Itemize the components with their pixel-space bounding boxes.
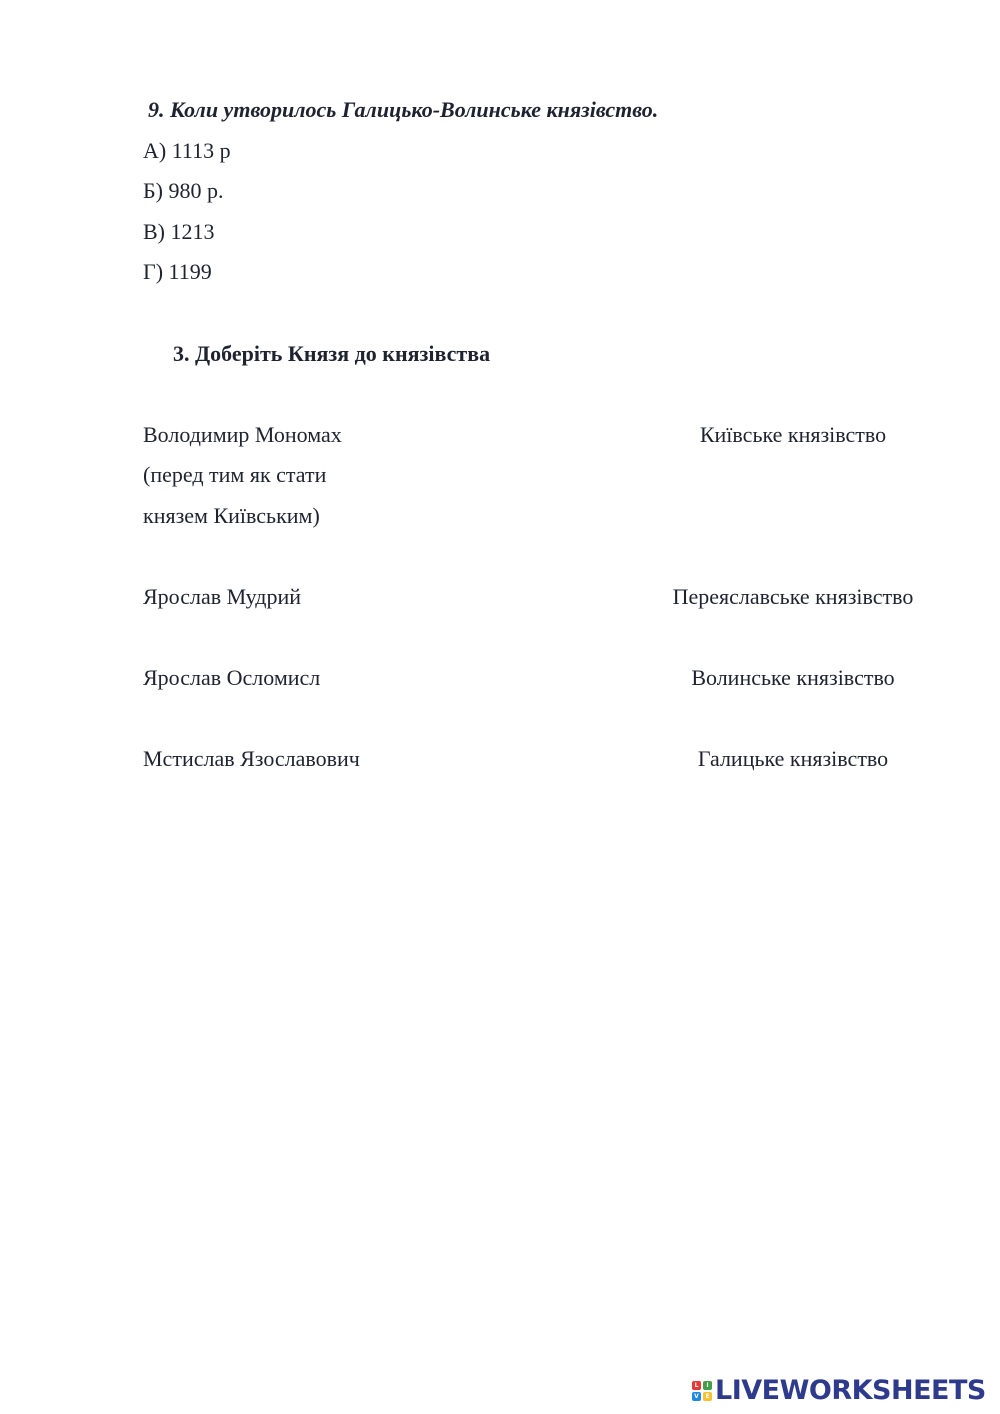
prince-yaroslav-mudryi: Ярослав Мудрий xyxy=(143,584,301,609)
prince-volodymyr-monomakh-note-line-1: (перед тим як стати xyxy=(143,462,327,487)
principality-halych: Галицьке князівство xyxy=(697,746,889,771)
liveworksheets-logo-text: LIVEWORKSHEETS xyxy=(715,1375,986,1406)
principality-pereiaslav: Переяславське князівство xyxy=(672,584,914,609)
question-9-option-d: Г) 1199 xyxy=(143,259,212,284)
prince-volodymyr-monomakh-note-line-2: князем Київським) xyxy=(143,503,320,528)
logo-square-l: L xyxy=(692,1381,701,1390)
prince-yaroslav-osmomysl: Ярослав Осломисл xyxy=(143,665,321,690)
question-9-option-a: А) 1113 р xyxy=(143,138,231,163)
principality-volyn: Волинське князівство xyxy=(691,665,895,690)
question-9-option-b: Б) 980 р. xyxy=(143,178,224,203)
question-9-option-c: В) 1213 xyxy=(143,219,215,244)
liveworksheets-logo xyxy=(692,1374,986,1408)
prince-mstyslav: Мстислав Язославович xyxy=(143,746,360,771)
question-9-title: 9. Коли утворилось Галицько-Волинське князівство. xyxy=(148,97,659,122)
logo-square-e: E xyxy=(703,1392,712,1401)
principality-kyiv: Київське князівство xyxy=(699,422,887,447)
liveworksheets-logo-icon xyxy=(692,1381,712,1401)
logo-square-v: V xyxy=(692,1392,701,1401)
prince-volodymyr-monomakh: Володимир Мономах xyxy=(143,422,342,447)
logo-square-i: I xyxy=(703,1381,712,1390)
question-3-title: 3. Доберіть Князя до князівства xyxy=(173,341,491,366)
